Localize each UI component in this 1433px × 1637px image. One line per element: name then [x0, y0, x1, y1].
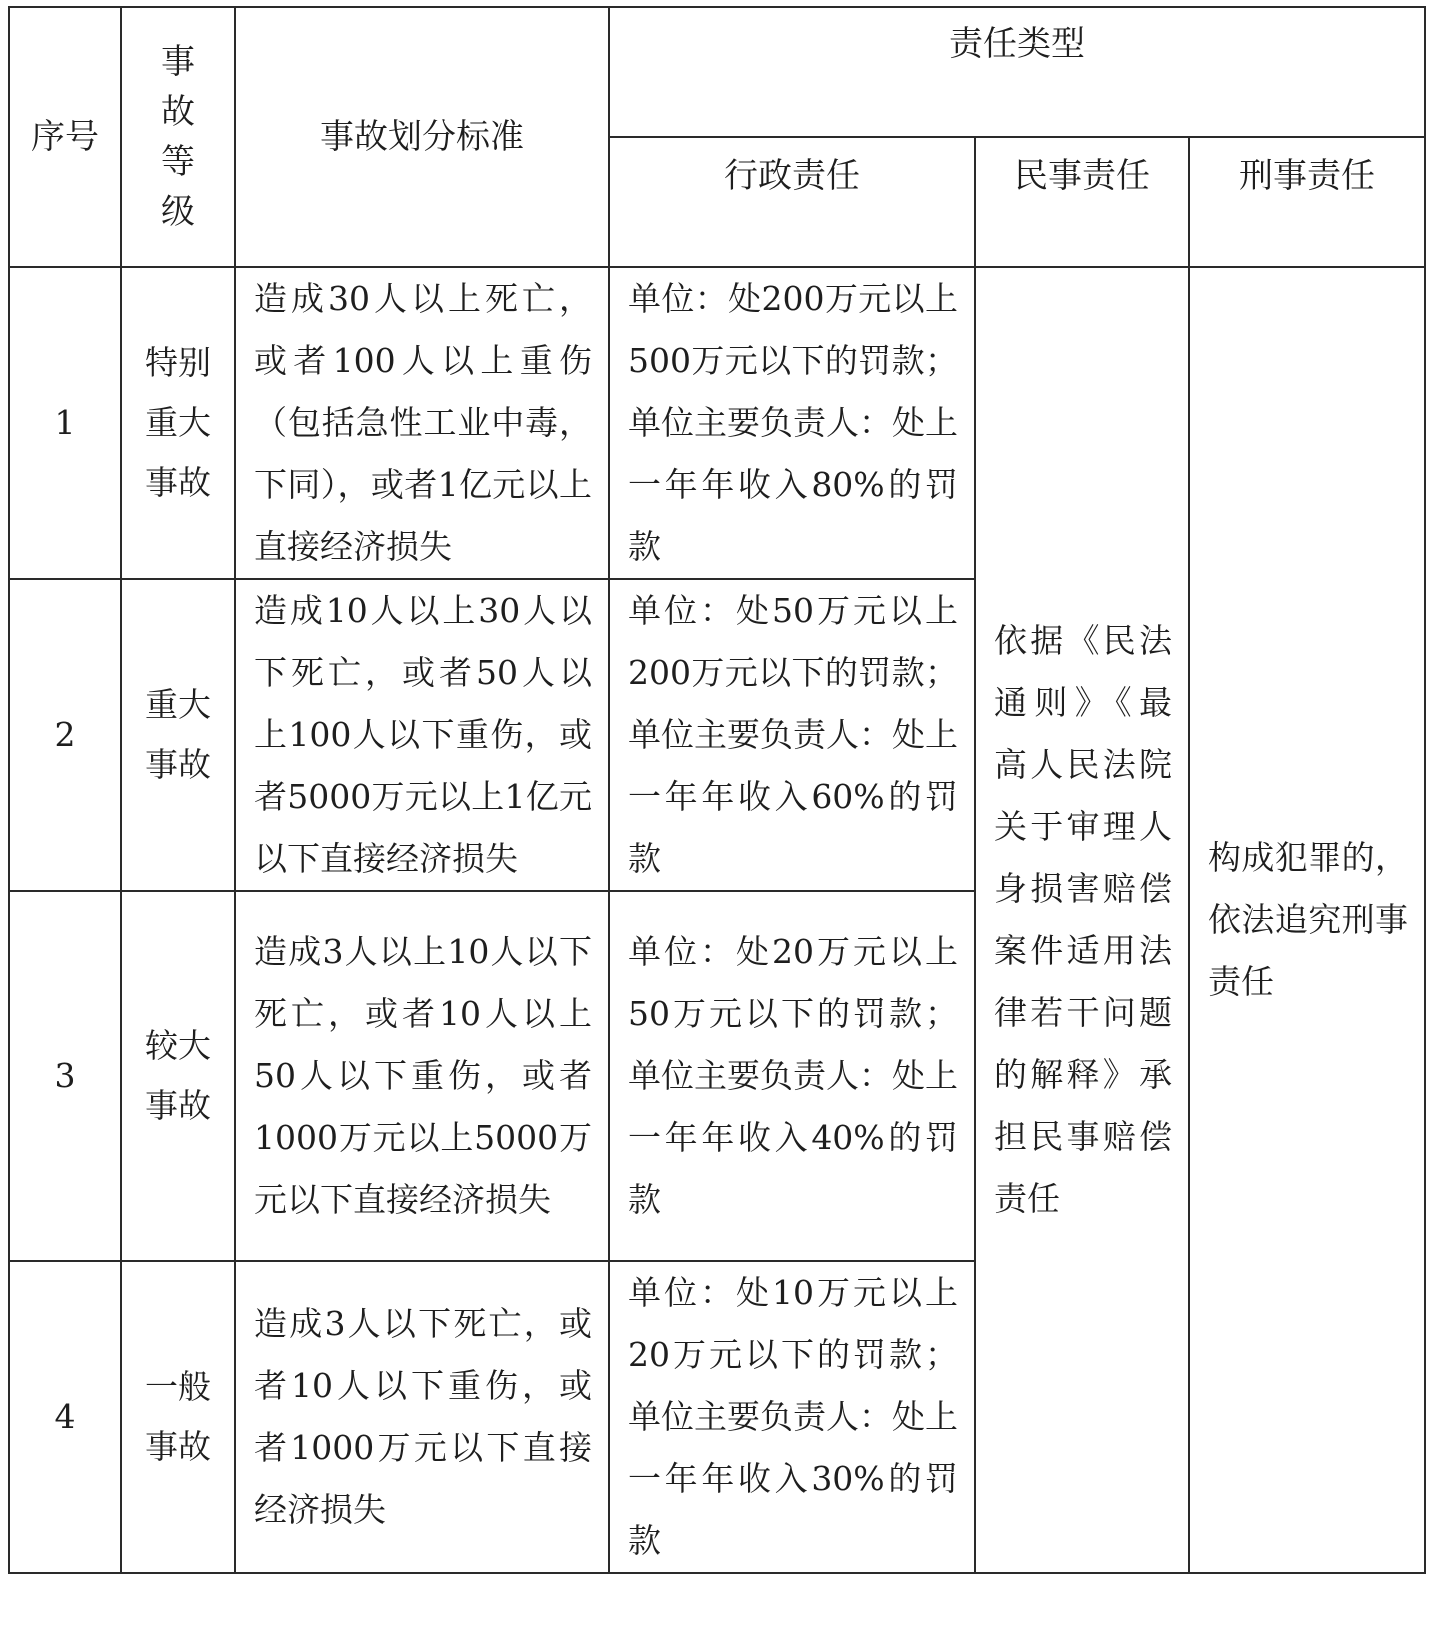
header-civil: 民事责任	[975, 137, 1189, 267]
row-administrative: 单位：处50万元以上200万元以下的罚款；单位主要负责人：处上一年年收入60%的罚款	[609, 579, 975, 891]
header-administrative: 行政责任	[609, 137, 975, 267]
row-standard: 造成3人以下死亡，或者10人以下重伤，或者1000万元以下直接经济损失	[235, 1261, 609, 1573]
row-index: 3	[9, 891, 121, 1261]
row-level: 较大事故	[121, 891, 235, 1261]
row-administrative: 单位：处20万元以上50万元以下的罚款；单位主要负责人：处上一年年收入40%的罚款	[609, 891, 975, 1261]
row-level: 特别重大事故	[121, 267, 235, 579]
header-level: 事故等级	[121, 7, 235, 267]
header-criminal: 刑事责任	[1189, 137, 1425, 267]
row-level: 重大事故	[121, 579, 235, 891]
row-index: 2	[9, 579, 121, 891]
row-index: 1	[9, 267, 121, 579]
row-standard: 造成10人以上30人以下死亡，或者50人以上100人以下重伤，或者5000万元以上1亿元以下直接经济损失	[235, 579, 609, 891]
header-index: 序号	[9, 7, 121, 267]
accident-liability-table	[8, 6, 1426, 1574]
row-administrative: 单位：处200万元以上500万元以下的罚款；单位主要负责人：处上一年年收入80%的罚款	[609, 267, 975, 579]
table-row	[9, 267, 1425, 579]
header-standard: 事故划分标准	[235, 7, 609, 267]
header-liability-type: 责任类型	[609, 7, 1425, 137]
row-index: 4	[9, 1261, 121, 1573]
row-level: 一般事故	[121, 1261, 235, 1573]
row-standard: 造成30人以上死亡，或者100人以上重伤（包括急性工业中毒，下同），或者1亿元以上直接经济损失	[235, 267, 609, 579]
row-standard: 造成3人以上10人以下死亡，或者10人以上50人以下重伤，或者1000万元以上5000万元以下直接经济损失	[235, 891, 609, 1261]
criminal-liability-cell: 构成犯罪的，依法追究刑事责任	[1189, 267, 1425, 1573]
civil-liability-cell: 依据《民法通则》《最高人民法院关于审理人身损害赔偿案件适用法律若干问题的解释》承担民事赔偿责任	[975, 267, 1189, 1573]
row-administrative: 单位：处10万元以上20万元以下的罚款；单位主要负责人：处上一年年收入30%的罚款	[609, 1261, 975, 1573]
